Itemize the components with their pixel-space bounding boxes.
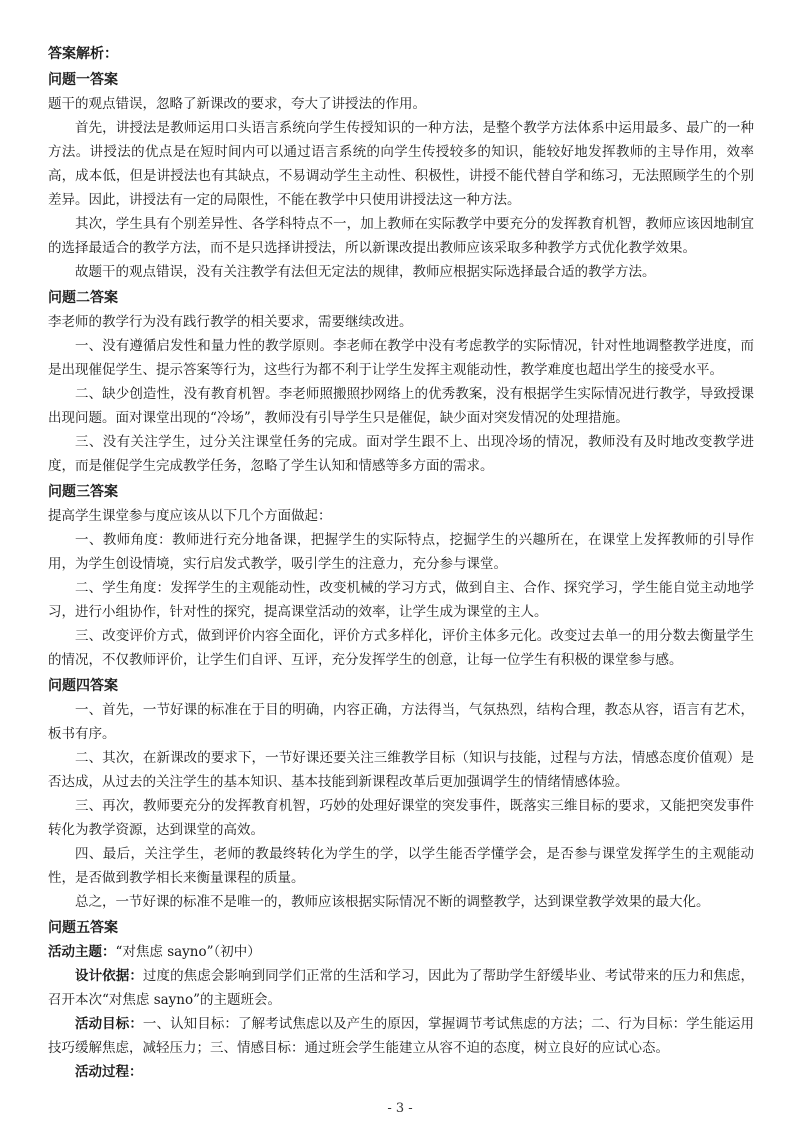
activity-goals — [48, 1012, 754, 1060]
section-heading: 问题三答案 — [48, 484, 118, 500]
design-basis-text: 过度的焦虑会影响到同学们正常的生活和学习，因此为了帮助学生舒缓毕业、考试带来的压力和焦虑，召开本次“对焦虑 sayno”的主题班会。 — [48, 968, 755, 1008]
section-heading: 问题五答案 — [48, 920, 118, 936]
section-4 — [48, 674, 754, 914]
design-basis-label: 设计依据： — [75, 968, 143, 984]
design-basis — [48, 964, 754, 1012]
paragraph: 其次，学生具有个别差异性、各学科特点不一，加上教师在实际教学中要充分的发挥教育机智，教师应该因地制宜的选择最适合的教学方法，而不是只选择讲授法，所以新课改提出教师应该采取多种教学方式优化教学效果。 — [48, 216, 754, 256]
section-5 — [48, 916, 754, 1084]
activity-process — [48, 1060, 754, 1084]
paragraph: 四、最后，关注学生，老师的教最终转化为学生的学，以学生能否学懂学会，是否参与课堂发挥学生的主观能动性，是否做到教学相长来衡量课程的质量。 — [48, 846, 754, 886]
section-heading: 问题一答案 — [48, 72, 118, 88]
paragraph: 题干的观点错误，忽略了新课改的要求，夸大了讲授法的作用。 — [48, 96, 426, 112]
section-1 — [48, 68, 754, 284]
paragraph: 一、教师角度：教师进行充分地备课，把握学生的实际特点，挖掘学生的兴趣所在，在课堂上发挥教师的引导作用，为学生创设情境，实行启发式教学，吸引学生的注意力，充分参与课堂。 — [48, 532, 754, 572]
activity-theme-label: 活动主题： — [48, 944, 116, 960]
paragraph: 提高学生课堂参与度应该从以下几个方面做起： — [48, 508, 332, 524]
document-page — [48, 40, 754, 1084]
paragraph: 一、首先，一节好课的标准在于目的明确，内容正确，方法得当，气氛热烈，结构合理，教态从容，语言有艺术，板书有序。 — [48, 702, 754, 742]
paragraph: 三、再次，教师要充分的发挥教育机智，巧妙的处理好课堂的突发事件，既落实三维目标的要求，又能把突发事件转化为教学资源，达到课堂的高效。 — [48, 798, 754, 838]
answer-sections — [48, 68, 754, 914]
paragraph: 一、没有遵循启发性和量力性的教学原则。李老师在教学中没有考虑教学的实际情况，针对性地调整教学进度，而是出现催促学生、提示答案等行为，这些行为都不利于让学生发挥主观能动性，教学难度也超出学生的接受水平。 — [48, 338, 754, 378]
paragraph: 二、其次，在新课改的要求下，一节好课还要关注三维教学目标（知识与技能，过程与方法，情感态度价值观）是否达成，从过去的关注学生的基本知识、基本技能到新课程改革后更加强调学生的情绪情感体验。 — [48, 750, 754, 790]
paragraph: 总之，一节好课的标准不是唯一的，教师应该根据实际情况不断的调整教学，达到课堂教学效果的最大化。 — [75, 894, 710, 910]
paragraph: 故题干的观点错误，没有关注教学有法但无定法的规律，教师应根据实际选择最合适的教学方法。 — [75, 264, 656, 280]
paragraph: 首先，讲授法是教师运用口头语言系统向学生传授知识的一种方法，是整个教学方法体系中运用最多、最广的一种方法。讲授法的优点是在短时间内可以通过语言系统的向学生传授较多的知识，能较好地发挥教师的主导作用，效率高，成本低，但是讲授法也有其缺点，不易调动学生主动性、积极性，讲授不能代替自学和练习，无法照顾学生的个别差异。因此，讲授法有一定的局限性，不能在教学中只使用讲授法这一种方法。 — [48, 120, 754, 208]
section-3 — [48, 480, 754, 672]
paragraph: 二、缺少创造性，没有教育机智。李老师照搬照抄网络上的优秀教案，没有根据学生实际情况进行教学，导致授课出现问题。面对课堂出现的“冷场”，教师没有引导学生只是催促，缺少面对突发情况的处理措施。 — [48, 386, 754, 426]
paragraph: 三、改变评价方式，做到评价内容全面化，评价方式多样化，评价主体多元化。改变过去单一的用分数去衡量学生的情况，不仅教师评价，让学生们自评、互评，充分发挥学生的创意，让每一位学生有积极的课堂参与感。 — [48, 628, 754, 668]
page-title: 答案解析： — [48, 46, 118, 62]
activity-theme-text: “对焦虑 sayno”（初中） — [115, 944, 261, 960]
activity-goals-label: 活动目标： — [75, 1016, 143, 1032]
activity-goals-text: 一、认知目标：了解考试焦虑以及产生的原因，掌握调节考试焦虑的方法；二、行为目标：学生能运用技巧缓解焦虑，减轻压力；三、情感目标：通过班会学生能建立从容不迫的态度，树立良好的应试心态。 — [48, 1016, 755, 1056]
page-number: - 3 - — [387, 1101, 413, 1116]
section-heading: 问题二答案 — [48, 290, 118, 306]
paragraph: 二、学生角度：发挥学生的主观能动性，改变机械的学习方式，做到自主、合作、探究学习，学生能自觉主动地学习，进行小组协作，针对性的探究，提高课堂活动的效率，让学生成为课堂的主人。 — [48, 580, 754, 620]
activity-theme — [48, 940, 754, 964]
paragraph: 李老师的教学行为没有践行教学的相关要求，需要继续改进。 — [48, 314, 413, 330]
section-2 — [48, 286, 754, 478]
section-heading: 问题四答案 — [48, 678, 118, 694]
paragraph: 三、没有关注学生，过分关注课堂任务的完成。面对学生跟不上、出现冷场的情况，教师没有及时地改变教学进度，而是催促学生完成教学任务，忽略了学生认知和情感等多方面的需求。 — [48, 434, 754, 474]
activity-process-label: 活动过程： — [75, 1064, 143, 1080]
